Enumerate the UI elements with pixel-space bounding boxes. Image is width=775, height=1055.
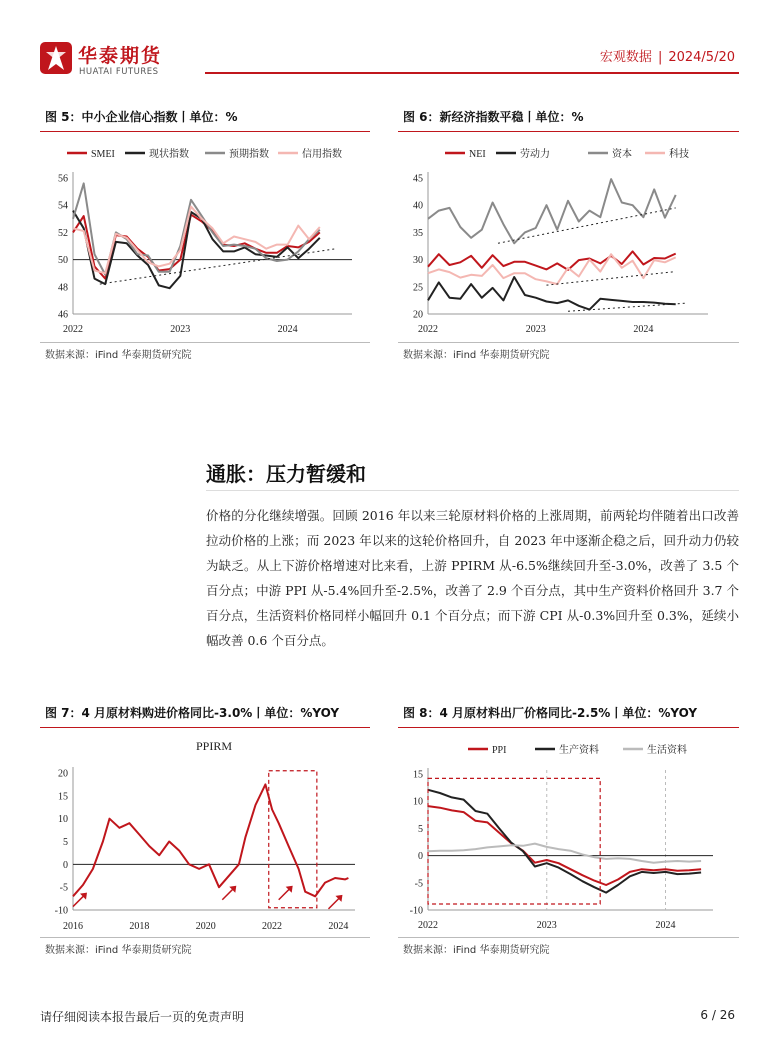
figure-8-title: 图 8：4 月原材料出厂价格同比-2.5%丨单位：%YOY bbox=[403, 706, 698, 720]
chart-title: PPIRM bbox=[195, 739, 233, 753]
figure-7-source: 数据来源：iFind 华泰期货研究院 bbox=[45, 945, 192, 956]
legend-label: 科技 bbox=[669, 149, 689, 160]
y-tick-label: 46 bbox=[58, 309, 68, 321]
brand-en: HUATAI FUTURES bbox=[79, 67, 159, 77]
x-tick-label: 2024 bbox=[655, 920, 676, 931]
series-line bbox=[73, 784, 348, 896]
figure-8-source: 数据来源：iFind 华泰期货研究院 bbox=[403, 945, 550, 956]
series-line bbox=[428, 844, 701, 863]
y-tick-label: 0 bbox=[418, 851, 423, 863]
y-tick-label: 45 bbox=[413, 173, 423, 185]
y-tick-label: 15 bbox=[413, 769, 423, 781]
x-tick-label: 2024 bbox=[328, 921, 349, 932]
trend-line bbox=[546, 272, 675, 286]
figure-6-rule bbox=[398, 131, 739, 132]
legend-label: 劳动力 bbox=[520, 149, 550, 160]
y-tick-label: 20 bbox=[413, 309, 423, 321]
x-tick-label: 2022 bbox=[63, 324, 83, 335]
chart-smei bbox=[40, 136, 370, 340]
y-tick-label: 5 bbox=[63, 837, 68, 848]
y-tick-label: 40 bbox=[413, 200, 423, 212]
header-meta: 宏观数据 | 2024/5/20 bbox=[599, 50, 735, 65]
highlight-box bbox=[269, 771, 317, 908]
x-tick-label: 2023 bbox=[536, 920, 557, 931]
chart-nei bbox=[398, 136, 739, 340]
chart-ppirm bbox=[40, 732, 370, 936]
x-tick-label: 2016 bbox=[63, 921, 83, 932]
paragraph-text: 价格的分化继续增强。回顾 2016 年以来三轮原材料价格的上涨周期，前两轮均伴随着出口改善拉动价格的上涨；而 2023 年以来的这轮价格回升，自 2023 年中逐渐企稳之后，回升动力仍较为缺乏。从上下游价格增速对比来看，上游 PPIRM 从-6.5%继续回升至-3.0%，改善了 3.5 个百分点；中游 PPI 从-5.4%回升至-2.5%，改善了 2.9 个百分点，其中生产资料价格回升 3.7 个百分点，生活资料价格同样小幅回升 0.1 个百分点；而下游 CPI 从-0.3%回升至 0.3%，延续小幅改善 0.6 个百分点。 bbox=[206, 508, 739, 648]
y-tick-label: 30 bbox=[413, 255, 423, 267]
figure-8-rule bbox=[398, 727, 739, 728]
legend-label: NEI bbox=[469, 149, 486, 160]
y-tick-label: 10 bbox=[58, 814, 68, 826]
y-tick-label: 15 bbox=[58, 791, 68, 803]
section-title: 通胀：压力暂缓和 bbox=[206, 462, 366, 486]
header-date: 2024/5/20 bbox=[668, 50, 735, 65]
series-line bbox=[428, 179, 676, 243]
trend-line bbox=[568, 303, 686, 311]
header-section: 宏观数据 bbox=[599, 50, 652, 65]
y-tick-label: 48 bbox=[58, 282, 68, 294]
figure-7-rule bbox=[40, 727, 370, 728]
figure-5-source-rule bbox=[40, 342, 370, 343]
figure-7-source-rule bbox=[40, 937, 370, 938]
legend-label: 生产资料 bbox=[559, 745, 599, 756]
legend-label: PPI bbox=[492, 745, 507, 756]
footer-page-number: 6 / 26 bbox=[700, 1008, 735, 1022]
figure-5-title: 图 5：中小企业信心指数丨单位：% bbox=[45, 110, 238, 124]
header-rule bbox=[205, 72, 739, 74]
y-tick-label: -5 bbox=[414, 878, 423, 890]
x-tick-label: 2024 bbox=[277, 324, 298, 335]
section-paragraph bbox=[206, 503, 739, 653]
legend-label: SMEI bbox=[91, 149, 115, 160]
legend-label: 现状指数 bbox=[149, 149, 189, 160]
x-tick-label: 2023 bbox=[525, 324, 546, 335]
legend-label: 资本 bbox=[612, 149, 632, 160]
footer-disclaimer: 请仔细阅读本报告最后一页的免责声明 bbox=[40, 1010, 245, 1024]
x-tick-label: 2022 bbox=[262, 921, 283, 932]
figure-6-title: 图 6：新经济指数平稳丨单位：% bbox=[403, 110, 584, 124]
legend-label: 预期指数 bbox=[229, 149, 269, 160]
x-tick-label: 2020 bbox=[195, 921, 216, 932]
y-tick-label: 52 bbox=[58, 227, 68, 239]
x-tick-label: 2018 bbox=[129, 921, 150, 932]
legend-label: 信用指数 bbox=[302, 149, 342, 160]
y-tick-label: 10 bbox=[413, 796, 423, 808]
figure-5-source: 数据来源：iFind 华泰期货研究院 bbox=[45, 350, 192, 361]
y-tick-label: 50 bbox=[58, 255, 68, 267]
series-line bbox=[428, 251, 676, 270]
legend-label: 生活资料 bbox=[647, 745, 687, 756]
figure-5-rule bbox=[40, 131, 370, 132]
y-tick-label: 35 bbox=[413, 227, 423, 239]
huatai-logo bbox=[40, 40, 175, 82]
y-tick-label: 54 bbox=[58, 200, 68, 212]
brand-cn: 华泰期货 bbox=[78, 45, 163, 67]
figure-7-title: 图 7：4 月原材料购进价格同比-3.0%丨单位：%YOY bbox=[45, 706, 340, 720]
figure-6-source: 数据来源：iFind 华泰期货研究院 bbox=[403, 350, 550, 361]
y-tick-label: -5 bbox=[59, 882, 68, 894]
y-tick-label: 5 bbox=[418, 823, 423, 835]
figure-8-source-rule bbox=[398, 937, 739, 938]
x-tick-label: 2023 bbox=[170, 324, 191, 335]
y-tick-label: -10 bbox=[409, 905, 423, 917]
x-tick-label: 2022 bbox=[418, 324, 438, 335]
y-tick-label: 56 bbox=[58, 173, 68, 185]
section-rule bbox=[206, 490, 739, 491]
y-tick-label: 25 bbox=[413, 282, 423, 294]
chart-ppi bbox=[398, 732, 739, 936]
y-tick-label: 20 bbox=[58, 768, 68, 780]
figure-6-source-rule bbox=[398, 342, 739, 343]
y-tick-label: -10 bbox=[54, 905, 68, 917]
x-tick-label: 2022 bbox=[418, 920, 438, 931]
series-line bbox=[428, 790, 701, 893]
y-tick-label: 0 bbox=[63, 859, 68, 871]
x-tick-label: 2024 bbox=[633, 324, 654, 335]
